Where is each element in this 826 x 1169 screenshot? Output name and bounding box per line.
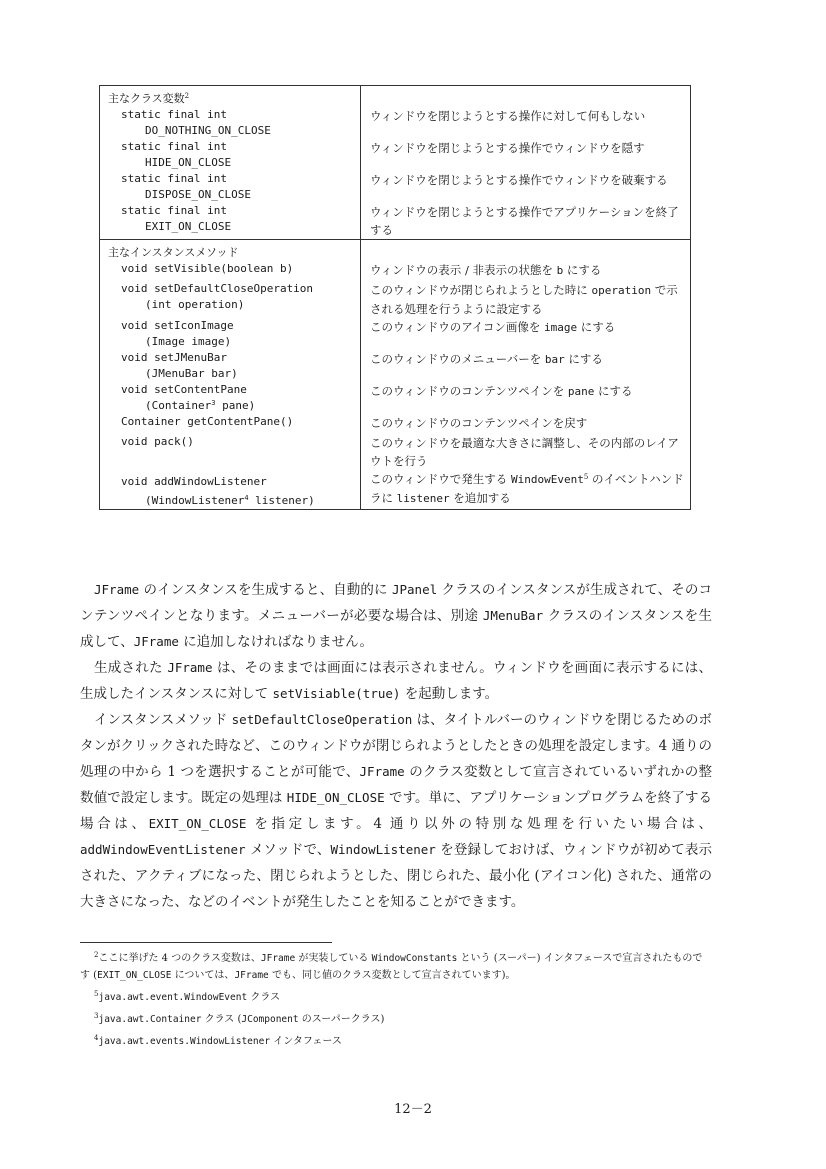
method-row: Container getContentPane() このウィンドウのコンテンツペインを戻す bbox=[100, 414, 691, 434]
page-number: 12－2 bbox=[394, 1102, 432, 1117]
footnote-3: $^3$java.awt.Container クラス (JComponent のスーパークラス) bbox=[94, 1012, 385, 1025]
method-row: void setDefaultCloseOperation (int operation) このウィンドウが閉じられようとした時に operation で示される処理を行うように設定する bbox=[100, 281, 691, 318]
method-row: void addWindowListener (WindowListener$^4$ listener) このウィンドウで発生する WindowEvent$^5$ のイベントハンドラに listener を追加する bbox=[100, 470, 691, 510]
paragraph: インスタンスメソッド setDefaultCloseOperation は、タイトルバーのウィンドウを閉じるためのボタンがクリックされた時など、このウィンドウが閉じられようとしたときの処理を設定します。4 通りの処理の中から 1 つを選択することが可能で、JFrame のクラス変数として宣言されているいずれかの整数値で設定します。既定の処理は HIDE_ON_CLOSE です。単に、アプリケーションプログラムを終了する場合は、EXIT_ON_CLOSE を指定します。4 通り以外の特別な処理を行いたい場合は、addWindowEventListener メソッドで、WindowListener を登録しておけば、ウィンドウが初めて表示された、アクティブになった、閉じられようとした、閉じられた、最小化 (アイコン化) された、通常の大きさになった、などのイベントが発生したことを知ることができます。 bbox=[80, 712, 713, 910]
paragraph: 生成された JFrame は、そのままでは画面には表示されません。ウィンドウを画面に表示するには、生成したインスタンスに対して setVisiable(true) を起動します。 bbox=[80, 660, 712, 702]
class-var-row: static final int EXIT_ON_CLOSE ウィンドウを閉じようとする操作でアプリケーションを終了する bbox=[100, 203, 691, 240]
body-text bbox=[80, 577, 712, 915]
method-row: void setIconImage (Image image) このウィンドウのアイコン画像を image にする bbox=[100, 318, 691, 350]
class-var-row: static final int HIDE_ON_CLOSE ウィンドウを閉じようとする操作でウィンドウを隠す bbox=[100, 139, 691, 171]
footnote-5: $^5$java.awt.event.WindowEvent クラス bbox=[94, 990, 281, 1003]
method-row: void setVisible(boolean b) ウィンドウの表示 / 非表示の状態を b にする bbox=[100, 261, 691, 281]
class-var-row: static final int DO_NOTHING_ON_CLOSE ウィンドウを閉じようとする操作に対して何もしない bbox=[100, 107, 691, 139]
footnote-2: $^2$ここに挙げた 4 つのクラス変数は、JFrame が実装している WindowConstants という (スーパー) インタフェースで宣言されたものです (EXIT_ON_CLOSE については、JFrame でも、同じ値のクラス変数として宣言されています)。 bbox=[80, 951, 703, 981]
class-var-row: static final int DISPOSE_ON_CLOSE ウィンドウを閉じようとする操作でウィンドウを破棄する bbox=[100, 171, 691, 203]
method-row: void setJMenuBar (JMenuBar bar) このウィンドウのメニューバーを bar にする bbox=[100, 350, 691, 382]
method-row: void setContentPane (Container$^3$ pane) このウィンドウのコンテンツペインを pane にする bbox=[100, 382, 691, 414]
api-table bbox=[99, 85, 691, 510]
methods-header: 主なインスタンスメソッド bbox=[100, 240, 361, 262]
footnote-4: $^4$java.awt.events.WindowListener インタフェース bbox=[94, 1034, 342, 1047]
class-vars-header: 主なクラス変数$^2$ bbox=[100, 86, 361, 108]
method-row: void pack() このウィンドウを最適な大きさに調整し、その内部のレイアウトを行う bbox=[100, 434, 691, 470]
footnote-rule bbox=[80, 942, 332, 943]
footnotes bbox=[80, 950, 712, 1055]
paragraph: JFrame のインスタンスを生成すると、自動的に JPanel クラスのインスタンスが生成されて、そのコンテンツペインとなります。メニューバーが必要な場合は、別途 JMenuBar クラスのインスタンスを生成して、JFrame に追加しなければなりません。 bbox=[80, 582, 712, 650]
